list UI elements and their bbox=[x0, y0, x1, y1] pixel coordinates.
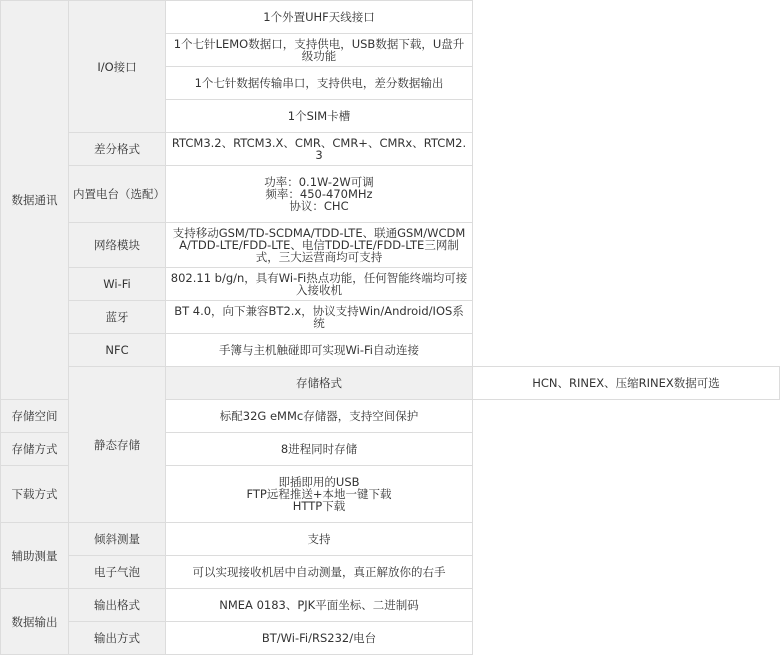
table-row bbox=[1, 367, 780, 400]
tilt-label: 倾斜测量 bbox=[69, 523, 166, 556]
bluetooth-value: BT 4.0，向下兼容BT2.x，协议支持Win/Android/IOS系统 bbox=[166, 301, 473, 334]
download-usb-line: 即插即用的USB bbox=[278, 475, 360, 489]
table-row bbox=[1, 166, 780, 223]
diff-format-label: 差分格式 bbox=[69, 133, 166, 166]
output-method-label: 输出方式 bbox=[69, 622, 166, 655]
storage-format-value: HCN、RINEX、压缩RINEX数据可选 bbox=[473, 367, 780, 400]
table-row bbox=[1, 523, 780, 556]
table-row bbox=[1, 622, 780, 655]
bluetooth-label: 蓝牙 bbox=[69, 301, 166, 334]
category-static-storage: 静态存储 bbox=[69, 367, 166, 523]
download-http-line: HTTP下载 bbox=[292, 499, 346, 513]
storage-space-label: 存储空间 bbox=[1, 400, 69, 433]
network-value: 支持移动GSM/TD-SCDMA/TDD-LTE、联通GSM/WCDMA/TDD-LTE/FDD-LTE、电信TDD-LTE/FDD-LTE三网制式，三大运营商均可支持 bbox=[166, 223, 473, 268]
network-label: 网络模块 bbox=[69, 223, 166, 268]
storage-method-value: 8进程同时存储 bbox=[166, 433, 473, 466]
category-aux-measure: 辅助测量 bbox=[1, 523, 69, 589]
download-ftp-line: FTP远程推送+本地一键下载 bbox=[246, 487, 392, 501]
io-lemo-port-value: 1个七针LEMO数据口，支持供电，USB数据下载，U盘升级功能 bbox=[166, 34, 473, 67]
io-uhf-antenna-value: 1个外置UHF天线接口 bbox=[166, 1, 473, 34]
io-interface-label: I/O接口 bbox=[69, 1, 166, 133]
category-data-output: 数据输出 bbox=[1, 589, 69, 655]
radio-frequency-line: 频率：450-470MHz bbox=[265, 187, 373, 201]
download-method-value bbox=[166, 466, 473, 523]
table-row bbox=[1, 589, 780, 622]
table-row bbox=[1, 133, 780, 166]
category-data-comm: 数据通讯 bbox=[1, 1, 69, 400]
table-row bbox=[1, 301, 780, 334]
nfc-value: 手簿与主机触碰即可实现Wi-Fi自动连接 bbox=[166, 334, 473, 367]
table-row bbox=[1, 268, 780, 301]
download-method-label: 下载方式 bbox=[1, 466, 69, 523]
diff-format-value: RTCM3.2、RTCM3.X、CMR、CMR+、CMRx、RTCM2.3 bbox=[166, 133, 473, 166]
storage-format-label: 存储格式 bbox=[166, 367, 473, 400]
table-row bbox=[1, 556, 780, 589]
io-sim-slot-value: 1个SIM卡槽 bbox=[166, 100, 473, 133]
output-format-label: 输出格式 bbox=[69, 589, 166, 622]
bubble-label: 电子气泡 bbox=[69, 556, 166, 589]
radio-label: 内置电台（选配） bbox=[69, 166, 166, 223]
table-row bbox=[1, 334, 780, 367]
output-method-value: BT/Wi-Fi/RS232/电台 bbox=[166, 622, 473, 655]
bubble-value: 可以实现接收机居中自动测量，真正解放你的右手 bbox=[166, 556, 473, 589]
table-row bbox=[1, 223, 780, 268]
tilt-value: 支持 bbox=[166, 523, 473, 556]
radio-value bbox=[166, 166, 473, 223]
io-serial-port-value: 1个七针数据传输串口，支持供电，差分数据输出 bbox=[166, 67, 473, 100]
output-format-value: NMEA 0183、PJK平面坐标、二进制码 bbox=[166, 589, 473, 622]
table-row bbox=[1, 1, 780, 34]
radio-power-line: 功率：0.1W-2W可调 bbox=[264, 175, 374, 189]
storage-space-value: 标配32G eMMc存储器，支持空间保护 bbox=[166, 400, 473, 433]
wifi-label: Wi-Fi bbox=[69, 268, 166, 301]
wifi-value: 802.11 b/g/n，具有Wi-Fi热点功能，任何智能终端均可接入接收机 bbox=[166, 268, 473, 301]
radio-protocol-line: 协议：CHC bbox=[289, 199, 349, 213]
nfc-label: NFC bbox=[69, 334, 166, 367]
storage-method-label: 存储方式 bbox=[1, 433, 69, 466]
